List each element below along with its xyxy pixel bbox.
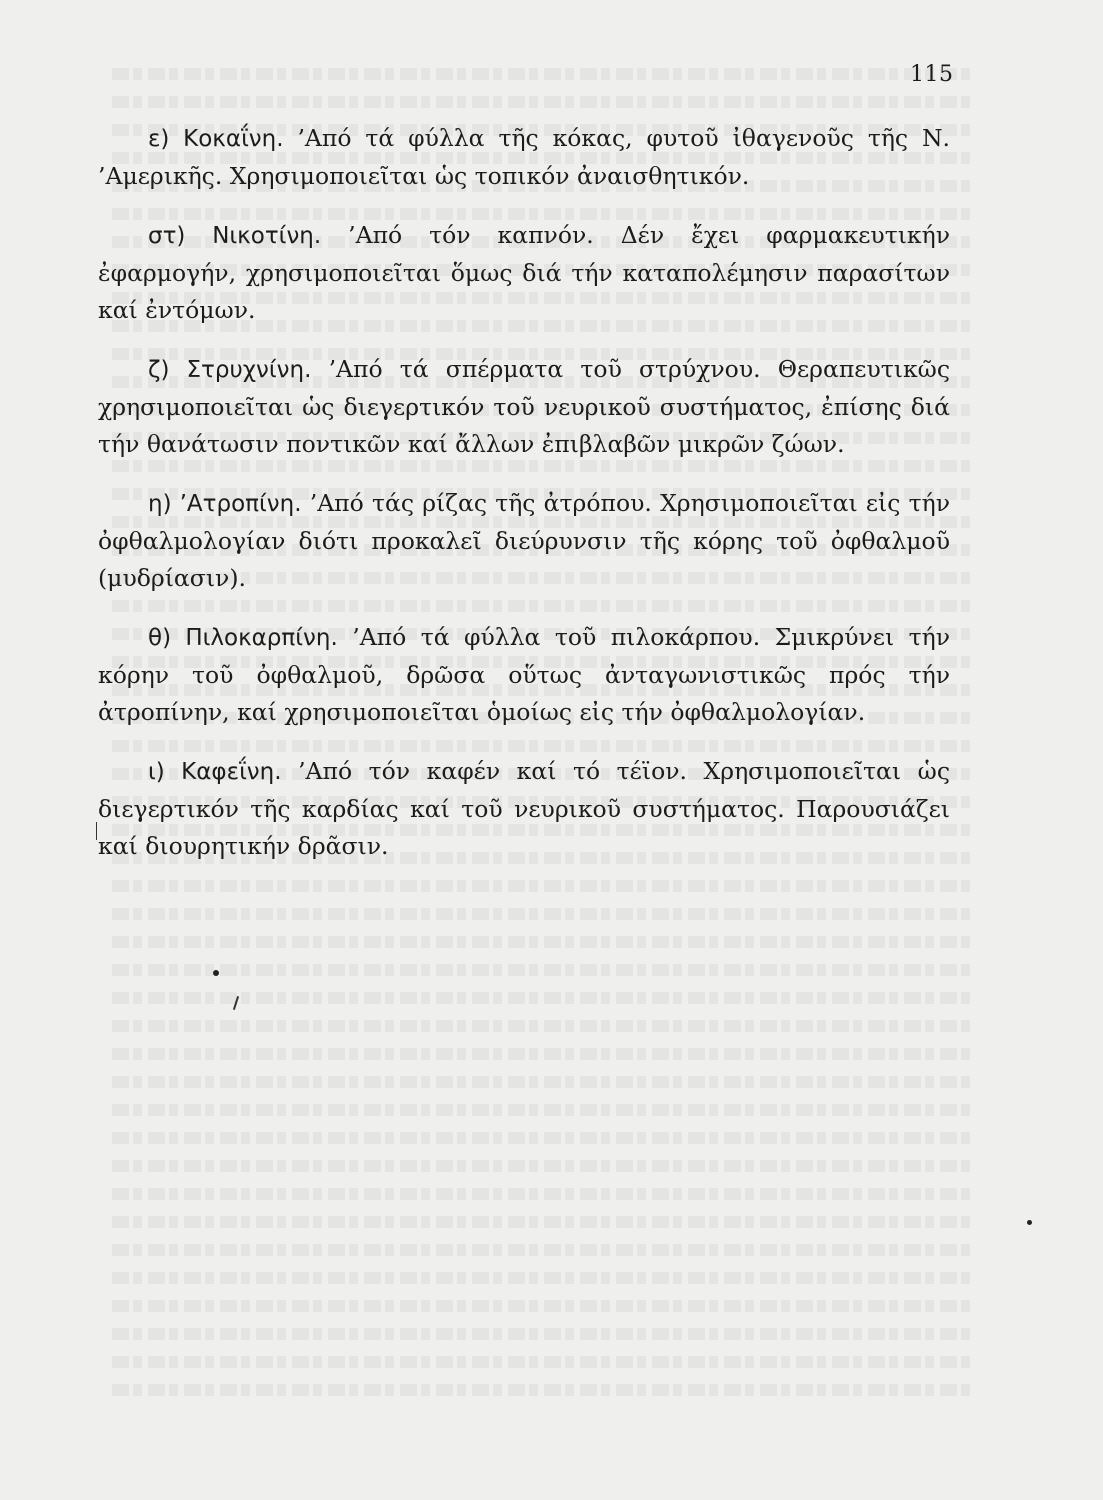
body-text	[98, 120, 950, 887]
paragraph-strychnine	[98, 351, 950, 463]
paragraph-nicotine	[98, 217, 950, 329]
ink-speck	[213, 970, 219, 976]
paragraph-atropine	[98, 485, 950, 597]
entry-label: ζ) Στρυχνίνη.	[148, 357, 312, 383]
paragraph-cocaine	[98, 120, 950, 195]
entry-text: ’Από τάς ρίζας τῆς ἀτρόπου. Χρησιμοποιεῖται εἰς τήν ὀφθαλμολογίαν διότι προκαλεῖ διεύρυνσιν τῆς κόρης τοῦ ὀφθαλμοῦ (μυδρίασιν).	[98, 489, 950, 592]
paragraph-pilocarpine	[98, 619, 950, 731]
paragraph-caffeine	[98, 753, 950, 865]
entry-label: ι) Καφεΐνη.	[148, 759, 282, 785]
entry-label: στ) Νικοτίνη.	[148, 223, 322, 249]
page-number: 115	[910, 62, 954, 87]
entry-text: ’Από τά φύλλα τῆς κόκας, φυτοῦ ἰθαγενοῦς τῆς Ν. ’Αμερικῆς. Χρησιμοποιεῖται ὡς τοπικόν ἀναισθητικόν.	[98, 124, 950, 190]
ink-mark	[96, 822, 97, 840]
entry-label: η) ’Ατροπίνη.	[148, 491, 302, 517]
ink-speck	[1027, 1220, 1032, 1225]
entry-text: ’Από τόν καπνόν. Δέν ἔχει φαρμακευτικήν ἐφαρμογήν, χρησιμοποιεῖται ὅμως διά τήν καταπολέμησιν παρασίτων καί ἐντόμων.	[98, 221, 950, 324]
entry-text: ’Από τά σπέρματα τοῦ στρύχνου. Θεραπευτικῶς χρησιμοποιεῖται ὡς διεγερτικόν τοῦ νευρικοῦ συστήματος, ἐπίσης διά τήν θανάτωσιν ποντικῶν καί ἄλλων ἐπιβλαβῶν μικρῶν ζώων.	[98, 355, 950, 458]
entry-label: θ) Πιλοκαρπίνη.	[148, 625, 338, 651]
entry-text: ’Από τά φύλλα τοῦ πιλοκάρπου. Σμικρύνει τήν κόρην τοῦ ὀφθαλμοῦ, δρῶσα οὕτως ἀνταγωνιστικῶς πρός τήν ἀτροπίνην, καί χρησιμοποιεῖται ὁμοίως εἰς τήν ὀφθαλμολογίαν.	[98, 623, 950, 726]
entry-label: ε) Κοκαΐνη.	[148, 126, 284, 152]
entry-text: ’Από τόν καφέν καί τό τέϊον. Χρησιμοποιεῖται ὡς διεγερτικόν τῆς καρδίας καί τοῦ νευρικοῦ συστήματος. Παρουσιάζει καί διουρητικήν δρᾶσιν.	[98, 757, 950, 860]
